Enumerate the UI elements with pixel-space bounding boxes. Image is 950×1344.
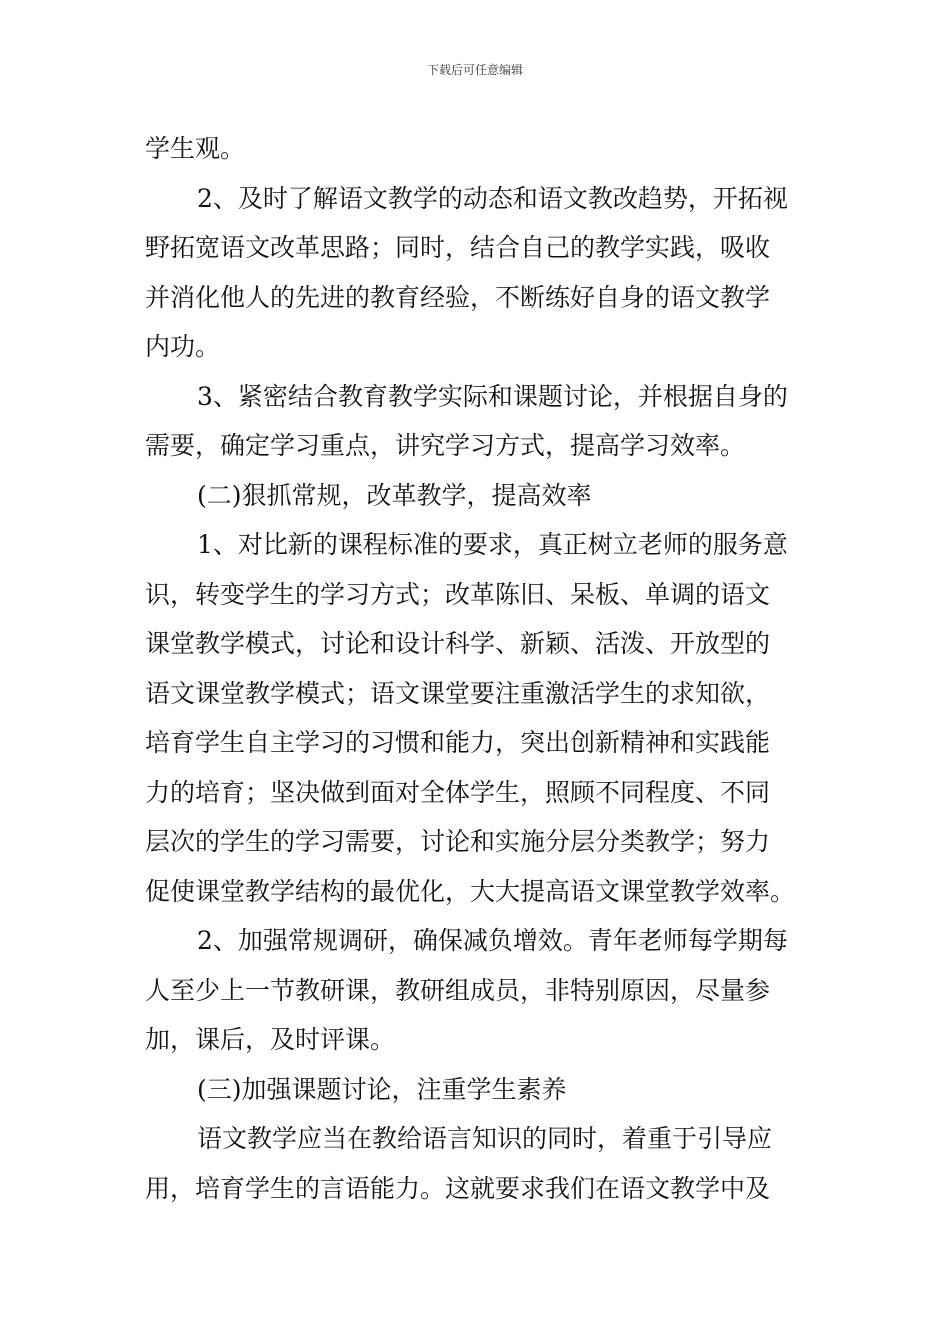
- document-body: [145, 124, 810, 1213]
- text-line: 力的培育；坚决做到面对全体学生，照顾不同程度、不同: [145, 777, 771, 807]
- text-line: 层次的学生的学习需要，讨论和实施分层分类教学；努力: [145, 827, 771, 856]
- section-heading: (三)加强课题讨论，注重学生素养: [197, 1074, 567, 1104]
- text-line: 野拓宽语文改革思路；同时，结合自己的教学实践，吸收: [145, 233, 771, 262]
- text-line: 内功。: [145, 332, 221, 361]
- text-line: 需要，确定学习重点，讲究学习方式，提高学习效率。: [145, 431, 746, 460]
- text-line: 识，转变学生的学习方式；改革陈旧、呆板、单调的语文: [145, 579, 771, 609]
- text-line: 学生观。: [145, 134, 246, 163]
- text-line: 语文课堂教学模式；语文课堂要注重激活学生的求知欲，: [145, 678, 771, 708]
- text-line: 课堂教学模式，讨论和设计科学、新颖、活泼、开放型的: [145, 629, 771, 658]
- text-line: 培育学生自主学习的习惯和能力，突出创新精神和实践能: [145, 728, 771, 757]
- text-line: 用，培育学生的言语能力。这就要求我们在语文教学中及: [145, 1173, 771, 1203]
- text-line: 2、及时了解语文教学的动态和语文教改趋势，开拓视: [197, 183, 788, 213]
- page-header: 下载后可任意编辑: [426, 63, 523, 77]
- text-line: 并消化他人的先进的教育经验，不断练好自身的语文教学: [145, 282, 771, 312]
- text-line: 人至少上一节教研课，教研组成员，非特别原因，尽量参: [145, 975, 771, 1005]
- text-line: 2、加强常规调研，确保减负增效。青年老师每学期每: [197, 926, 788, 955]
- text-line: 促使课堂教学结构的最优化，大大提高语文课堂教学效率。: [145, 876, 796, 906]
- text-line: 1、对比新的课程标准的要求，真正树立老师的服务意: [197, 530, 788, 559]
- section-heading: (二)狠抓常规，改革教学，提高效率: [197, 480, 592, 510]
- text-line: 语文教学应当在教给语言知识的同时，着重于引导应: [197, 1124, 773, 1153]
- text-line: 3、紧密结合教育教学实际和课题讨论，并根据自身的: [197, 381, 788, 411]
- text-line: 加，课后，及时评课。: [145, 1025, 396, 1054]
